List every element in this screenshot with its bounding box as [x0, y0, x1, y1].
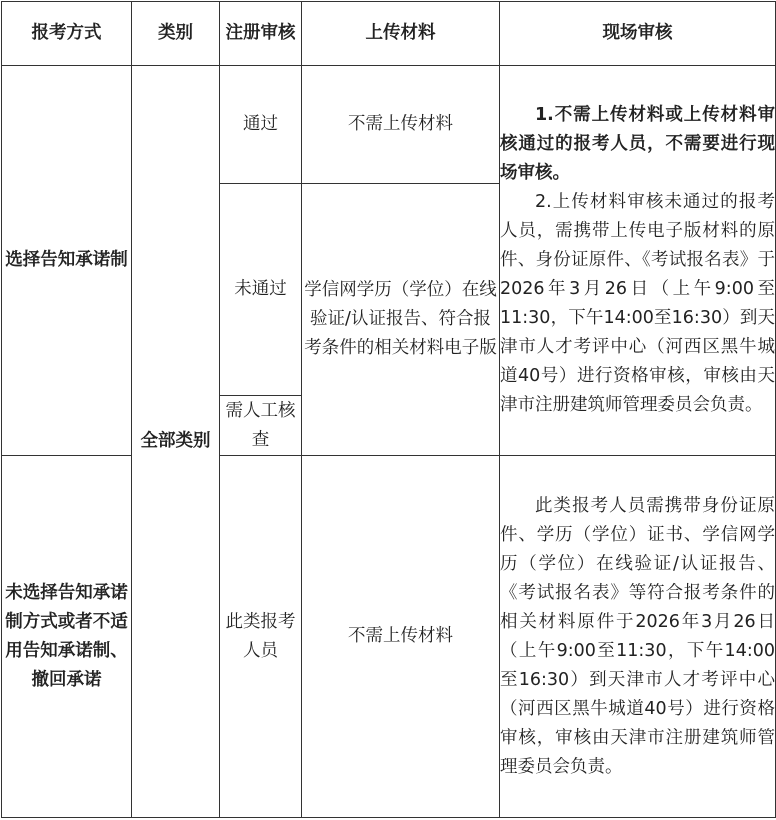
table-row: [2, 456, 776, 818]
header-onsite-review: 现场审核: [500, 2, 776, 66]
review-fail-cell: 未通过: [220, 184, 302, 396]
onsite-commit-paragraph-1: 1.不需上传材料或上传材料审核通过的报考人员，不需要进行现场审核。: [500, 105, 775, 183]
upload-digital-cell: 学信网学历（学位）在线验证/认证报告、符合报考条件的相关材料电子版: [302, 184, 500, 456]
onsite-no-commit-cell: [500, 456, 776, 818]
onsite-commit-cell: [500, 66, 776, 456]
header-row: [2, 2, 776, 66]
onsite-no-commit-paragraph: 此类报考人员需携带身份证原件、学历（学位）证书、学信网学历（学位）在线验证/认证报告、《考试报名表》等符合报考条件的相关材料原件于2026年3月26日（上午9:00至11:30，下午14:00至16:30）到天津市人才考评中心（河西区黑牛城道40号）进行资格审核，审核由天津市注册建筑师管理委员会负责。: [500, 495, 775, 777]
category-all-cell: 全部类别: [132, 66, 220, 818]
upload-none-cell: 不需上传材料: [302, 66, 500, 184]
table-row: [2, 66, 776, 184]
onsite-commit-paragraph-2: 2.上传材料审核未通过的报考人员，需携带上传电子版材料的原件、身份证原件、《考试报名表》于2026年3月26日（上午9:00至11:30，下午14:00至16:30）到天津市人才考评中心（河西区黑牛城道40号）进行资格审核，审核由天津市注册建筑师管理委员会负责。: [500, 192, 775, 415]
review-these-cell: 此类报考人员: [220, 456, 302, 818]
header-upload-materials: 上传材料: [302, 2, 500, 66]
review-manual-cell: 需人工核查: [220, 396, 302, 456]
method-no-commit-cell: 未选择告知承诺制方式或者不适用告知承诺制、撤回承诺: [2, 456, 132, 818]
upload-none-cell-2: 不需上传材料: [302, 456, 500, 818]
header-registration-review: 注册审核: [220, 2, 302, 66]
exam-registration-table: [1, 1, 776, 818]
header-method: 报考方式: [2, 2, 132, 66]
header-category: 类别: [132, 2, 220, 66]
review-pass-cell: 通过: [220, 66, 302, 184]
method-commit-cell: 选择告知承诺制: [2, 66, 132, 456]
